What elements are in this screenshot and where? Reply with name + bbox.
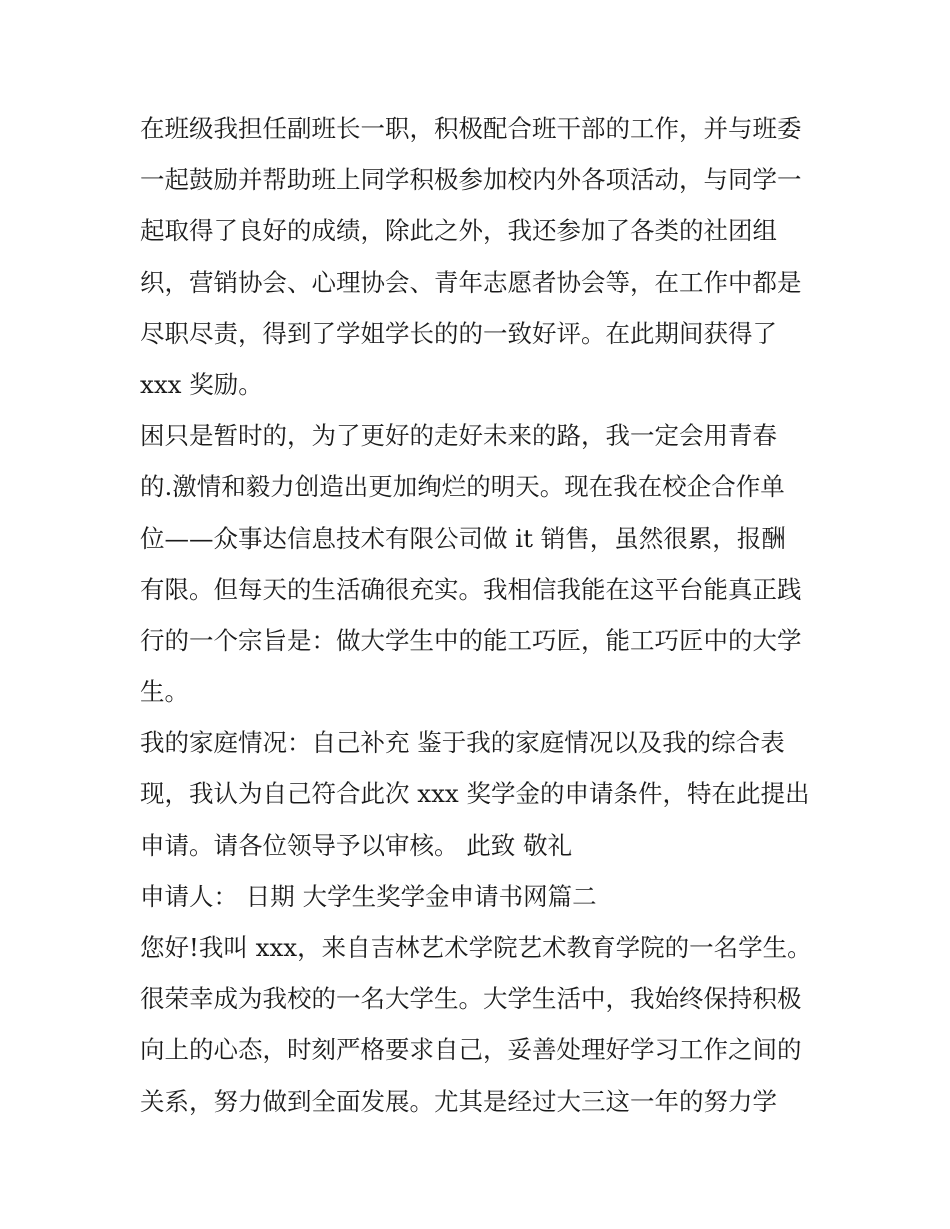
text-line: 的.激情和毅力创造出更加绚烂的明天。现在我在校企合作单 [140, 472, 785, 502]
text-line: 织，营销协会、心理协会、青年志愿者协会等，在工作中都是 [140, 267, 802, 297]
text-line: 一起鼓励并帮助班上同学积极参加校内外各项活动，与同学一 [140, 165, 802, 195]
text-line: 申请。请各位领导予以审核。 此致 敬礼 [140, 830, 573, 860]
text-line: 尽职尽责，得到了学姐学长的的一致好评。在此期间获得了 [140, 318, 777, 348]
text-line: 行的一个宗旨是：做大学生中的能工巧匠，能工巧匠中的大学 [140, 625, 802, 655]
text-line: 生。 [140, 677, 189, 707]
text-line: 申请人： 日期 大学生奖学金申请书网篇二 [140, 881, 597, 911]
text-line: 困只是暂时的，为了更好的走好未来的路，我一定会用青春 [140, 421, 777, 451]
text-line: 向上的心态，时刻严格要求自己，妥善处理好学习工作之间的 [140, 1035, 802, 1065]
text-line: xxx 奖励。 [140, 369, 263, 399]
text-line: 我的家庭情况：自己补充 鉴于我的家庭情况以及我的综合表 [140, 728, 785, 758]
text-line: 在班级我担任副班长一职，积极配合班干部的工作，并与班委 [140, 114, 802, 143]
document-body [140, 103, 820, 1127]
text-line: 起取得了良好的成绩，除此之外，我还参加了各类的社团组 [140, 216, 777, 246]
text-line: 关系，努力做到全面发展。尤其是经过大三这一年的努力学 [140, 1086, 777, 1116]
text-line: 现，我认为自己符合此次 xxx 奖学金的申请条件，特在此提出 [140, 779, 810, 809]
text-line: 您好!我叫 xxx，来自吉林艺术学院艺术教育学院的一名学生。 [140, 933, 812, 962]
text-line: 有限。但每天的生活确很充实。我相信我能在这平台能真正践 [140, 574, 802, 604]
text-line: 位——众事达信息技术有限公司做 it 销售，虽然很累，报酬 [140, 523, 786, 553]
text-line: 很荣幸成为我校的一名大学生。大学生活中，我始终保持积极 [140, 984, 802, 1014]
